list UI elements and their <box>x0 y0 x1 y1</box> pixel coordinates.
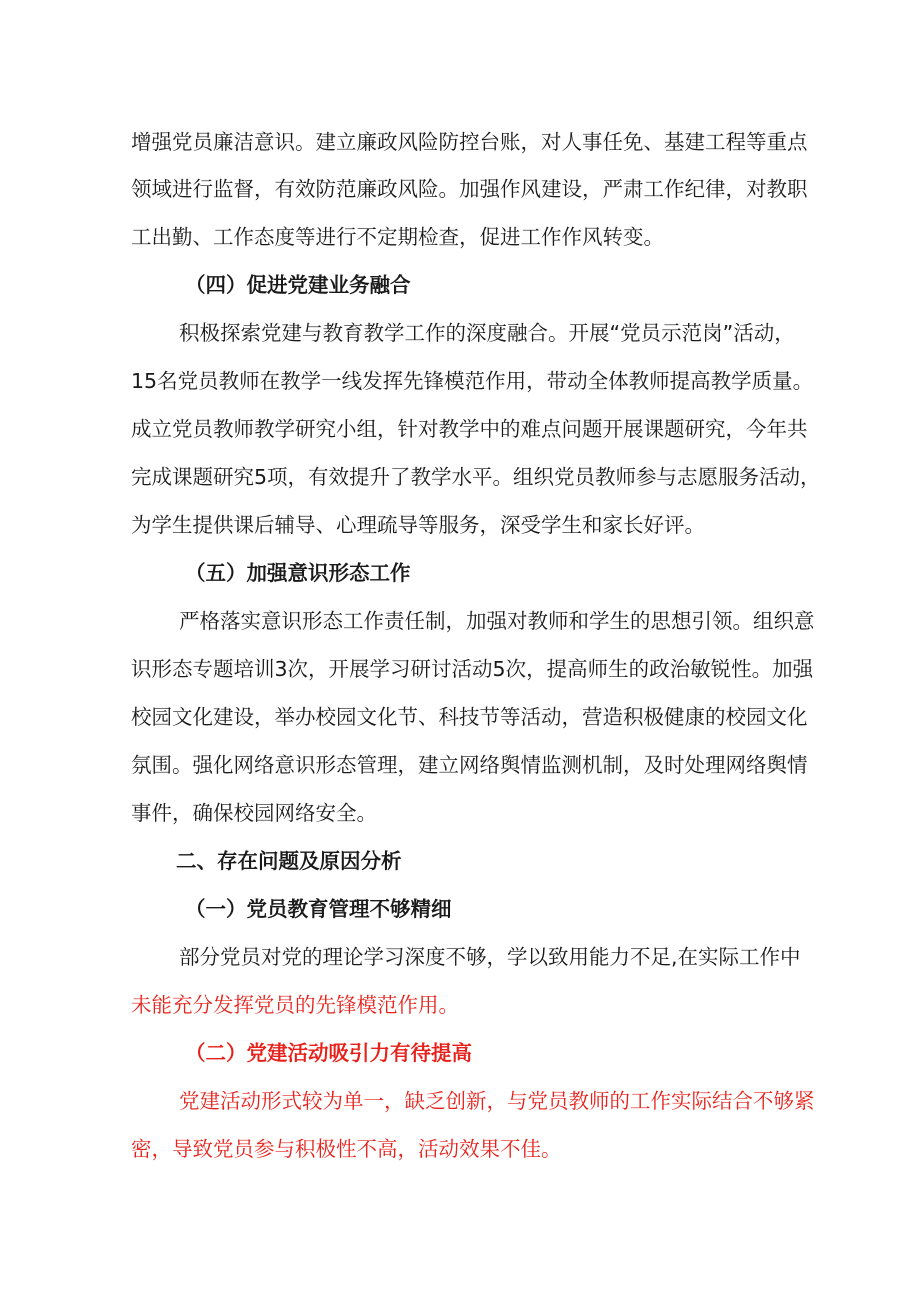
paragraph-line <box>0 222 920 252</box>
paragraph-line <box>0 750 920 780</box>
paragraph-text: 工出勤、工作态度等进行不定期检查，促进工作作风转变。 <box>131 225 664 249</box>
section-heading-text: （一）党员教育管理不够精细 <box>185 897 452 921</box>
paragraph-text: 积极探索党建与教育教学工作的深度融合。开展“党员示范岗”活动， <box>179 321 795 345</box>
paragraph-line <box>0 606 920 636</box>
paragraph-line-highlighted <box>0 1086 920 1116</box>
paragraph-line <box>0 702 920 732</box>
section-heading <box>0 894 920 924</box>
paragraph-text-red: 未能充分发挥党员的先锋模范作用。 <box>131 993 459 1017</box>
paragraph-line <box>0 798 920 828</box>
paragraph-line <box>0 462 920 492</box>
paragraph-line <box>0 654 920 684</box>
paragraph-line <box>0 174 920 204</box>
paragraph-line <box>0 414 920 444</box>
paragraph-line-highlighted <box>0 1134 920 1164</box>
paragraph-text: 15名党员教师在教学一线发挥先锋模范作用，带动全体教师提高教学质量。 <box>131 369 814 393</box>
paragraph-text: 为学生提供课后辅导、心理疏导等服务，深受学生和家长好评。 <box>131 513 705 537</box>
paragraph-text: 完成课题研究5项，有效提升了教学水平。组织党员教师参与志愿服务活动， <box>131 465 821 489</box>
paragraph-text: 氛围。强化网络意识形态管理，建立网络舆情监测机制，及时处理网络舆情 <box>131 753 808 777</box>
paragraph-text-black: 部分党员对党的理论学习深度不够，学以致用能力不足,在实际工作中 <box>179 945 801 969</box>
paragraph-text-red: 党建活动形式较为单一，缺乏创新，与党员教师的工作实际结合不够紧 <box>179 1089 815 1113</box>
paragraph-text: 严格落实意识形态工作责任制，加强对教师和学生的思想引领。组织意 <box>179 609 815 633</box>
section-heading <box>0 270 920 300</box>
chapter-heading <box>0 846 920 876</box>
paragraph-line <box>0 318 920 348</box>
paragraph-text: 事件，确保校园网络安全。 <box>131 801 377 825</box>
section-heading-text: （二）党建活动吸引力有待提高 <box>185 1041 472 1065</box>
paragraph-line <box>0 510 920 540</box>
paragraph-line-highlighted <box>0 990 920 1020</box>
chapter-heading-text: 二、存在问题及原因分析 <box>176 849 402 873</box>
section-heading-text: （五）加强意识形态工作 <box>185 561 411 585</box>
paragraph-line <box>0 366 920 396</box>
section-heading-highlighted <box>0 1038 920 1068</box>
paragraph-text: 识形态专题培训3次，开展学习研讨活动5次，提高师生的政治敏锐性。加强 <box>131 657 814 681</box>
paragraph-text: 领域进行监督，有效防范廉政风险。加强作风建设，严肃工作纪律，对教职 <box>131 177 808 201</box>
paragraph-text: 成立党员教师教学研究小组，针对教学中的难点问题开展课题研究，今年共 <box>131 417 808 441</box>
section-heading <box>0 558 920 588</box>
paragraph-text: 增强党员廉洁意识。建立廉政风险防控台账，对人事任免、基建工程等重点 <box>131 130 808 154</box>
paragraph-line <box>0 942 920 972</box>
section-heading-text: （四）促进党建业务融合 <box>185 273 411 297</box>
paragraph-text-red: 密，导致党员参与积极性不高，活动效果不佳。 <box>131 1137 562 1161</box>
paragraph-line <box>0 127 920 157</box>
paragraph-text: 校园文化建设，举办校园文化节、科技节等活动，营造积极健康的校园文化 <box>131 705 808 729</box>
